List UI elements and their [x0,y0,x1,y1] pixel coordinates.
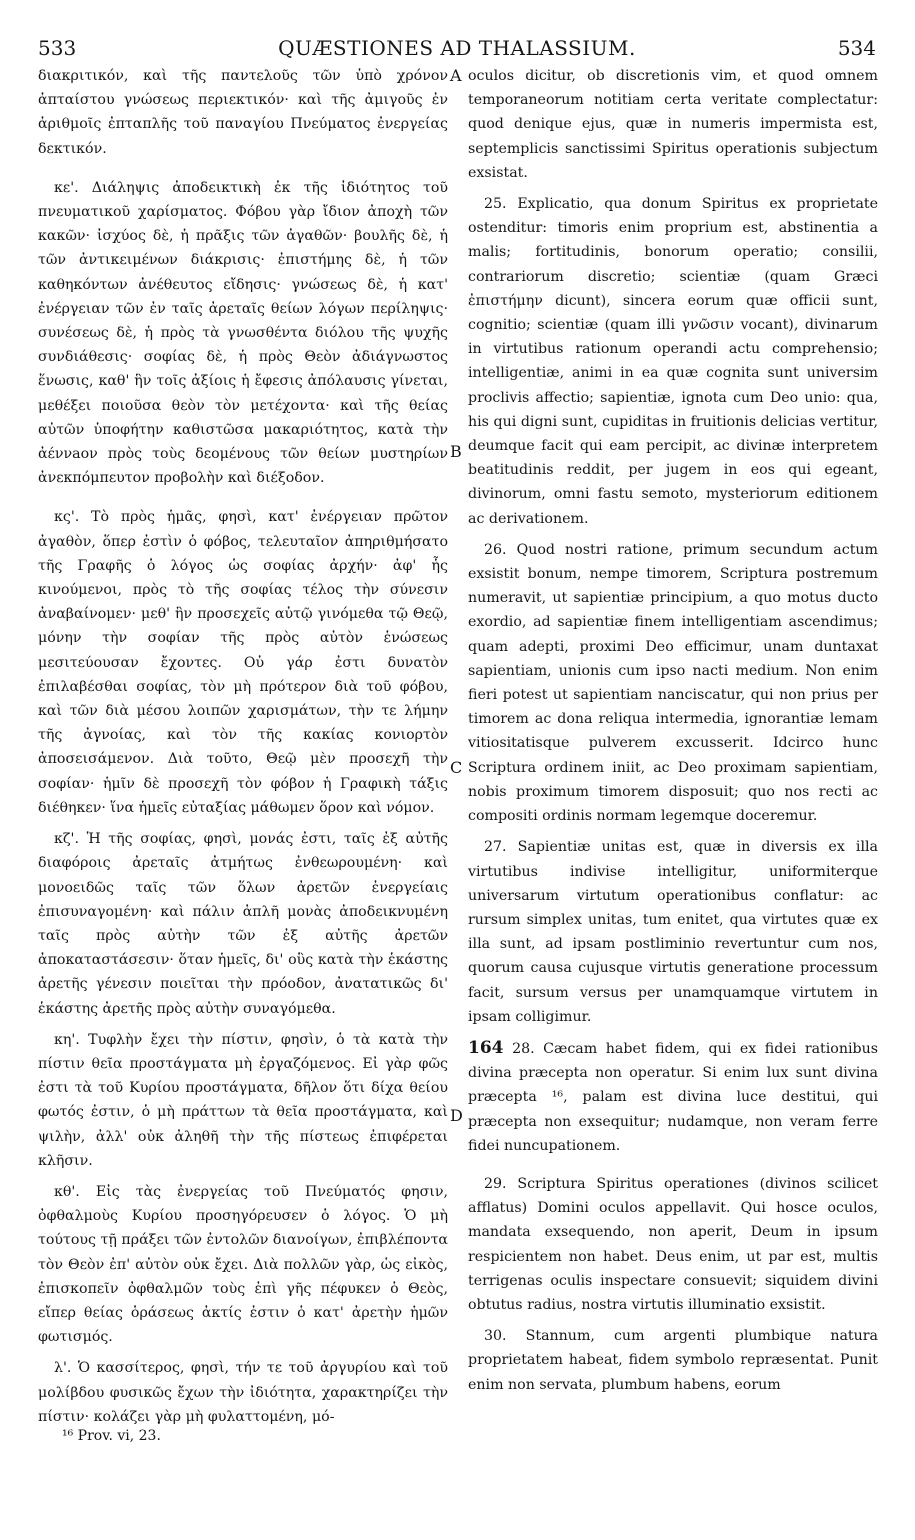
running-title: QUÆSTIONES AD THALASSIUM. [278,36,636,60]
latin-paragraph: oculos dicitur, ob discretionis vim, et quod omnem temporaneorum notitiam certa veritate complectatur: quod denique ejus, quæ in numeris impermista est, septemplicis sanctissimi Spiritus operationis subjectum exsistat. [468,68,878,181]
greek-paragraph: κς'. Τὸ πρὸς ἡμᾶς, φησὶ, κατ' ἐνέργειαν πρῶτον ἀγαθὸν, ὅπερ ἐστὶν ὁ φόβος, τελευταῖον ἀπηριθμήσατο τῆς Γραφῆς ὁ λόγος ὡς σοφίας ἀρχήν· ἀφ' ἧς κινούμενοι, πρὸς τὸ τῆς σοφίας τέλος τὴν σύνεσιν ἀναβαίνομεν· μεθ' ἣν προσεχεῖς αὐτῷ γινόμεθα τῷ Θεῷ, μόνην τὴν σοφίαν τῆς πρὸς αὐτὸν ἑνώσεως μεσιτεύουσαν ἔχοντες. Οὐ γάρ ἐστι δυνατὸν ἐπιλαβέσθαι σοφίας, τὸν μὴ πρότερον διὰ τοῦ φόβου, καὶ τῶν διὰ μέσου λοιπῶν χαρισμάτων, τὴν τε λήμην τῆς ἀγνοίας, καὶ τὸν τῆς κακίας κονιορτὸν ἀποσεισάμενον. Διὰ τοῦτο, Θεῷ μὲν προσεχῆ τὴν σοφίαν· ἡμῖν δὲ προσεχῆ τὸν φόβον ἡ Γραφικὴ τάξις διέθηκεν· ἵνα ἡμεῖς εὐταξίας μάθωμεν ὅρον καὶ νόμον. [38,509,448,816]
margin-letter-d: D [450,1106,463,1125]
page-number-right: 534 [837,36,876,60]
greek-paragraph: λ'. Ὁ κασσίτερος, φησὶ, τήν τε τοῦ ἀργυρίου καὶ τοῦ μολίβδου φυσικῶς ἔχων τὴν ἰδιότητα, χαρακτηρίζει τὴν πίστιν· κολάζει γὰρ μὴ φυλαττομένη, μό- [38,1360,448,1425]
greek-paragraph: κζ'. Ἡ τῆς σοφίας, φησὶ, μονάς ἐστι, ταῖς ἐξ αὐτῆς διαφόροις ἀρεταῖς ἀτμήτως ἐνθεωρουμένη· καὶ μονοειδῶς ταῖς τῶν ὅλων ἀρετῶν ἐνεργείαις ἐπισυναγομένη· καὶ πάλιν ἁπλῆ μονὰς ἀποδεικνυμένη ταῖς πρὸς αὐτὴν τῶν ἐξ αὐτῆς ἀρετῶν ἀποκαταστάσεσιν· ὅταν ἡμεῖς, δι' οὓς κατὰ τὴν ἑκάστης ἀρετῆς γένεσιν ποιεῖται τὴν πρόοδον, ἀνατατικῶς δι' ἑκάστης ἀρετῆς πρὸς αὐτὴν συναγόμεθα. [38,831,448,1017]
latin-paragraph: 29. Scriptura Spiritus operationes (divinos scilicet afflatus) Domini oculos appellavit. Qui hosce oculos, mandata exsequendo, non aperit, Deum in ipsum respicientem non habet. Deus enim, ut par est, multis terrigenas oculis inspectare consuevit; siquidem divini obtutus radius, nostra virtutis illuminatio exsistit. [468,1175,878,1313]
greek-paragraph: κε'. Διάληψις ἀποδεικτικὴ ἐκ τῆς ἰδιότητος τοῦ πνευματικοῦ χαρίσματος. Φόβου γὰρ ἴδιον ἀποχὴ τῶν κακῶν· ἰσχύος δὲ, ἡ πρᾶξις τῶν ἀγαθῶν· βουλῆς δὲ, ἡ τῶν ἀντικειμένων διάκρισις· ἐπιστήμης δὲ, ἡ τῶν καθηκόντων ἀνέθευτος εἴδησις· γνώσεως δὲ, ἡ κατ' ἐνέργειαν τῶν ἐν ταῖς ἀρεταῖς θείων λόγων περίληψις· συνέσεως δὲ, ἡ πρὸς τὰ γνωσθέντα διόλου τῆς ψυχῆς συνδιάθεσις· σοφίας δὲ, ἡ πρὸς Θεὸν ἀδιάγνωστος ἕνωσις, καθ' ἣν τοῖς ἀξίοις ἡ ἔφεσις ἀπόλαυσις γίνεται, μεθέξει ποιοῦσα θεὸν τὸν μετέχοντα· καὶ τῆς θείας αὐτῶν ὑποφήτην καθιστῶσα μακαριότητος, κατὰ τὴν ἀέννaον πρὸς τοὺς δεομένους τῶν θείων μυστηρίων ἀνεκπόμπευτον προβολὴν καὶ διέξοδον. [38,179,448,487]
greek-paragraph: διακριτικόν, καὶ τῆς παντελοῦς τῶν ὑπὸ χρόνον ἀπταίστου γνώσεως περιεκτικόν· καὶ τῆς ἀμιγοῦς ἐν ἀριθμοῖς ἐπταπλῆς τοῦ παναγίου Πνεύματος ἐνεργείας δεκτικόν. [38,68,448,157]
page-number-left: 533 [38,36,77,60]
greek-paragraph: κη'. Τυφλὴν ἔχει τὴν πίστιν, φησὶν, ὁ τὰ κατὰ τὴν πίστιν θεῖα προστάγματα μὴ ἐργαζόμενος. Εἰ γὰρ φῶς ἐστι τὰ τοῦ Κυρίου προστάγματα, δῆλον ὅτι δίχα θείου φωτός ἐστιν, ὁ μὴ πράττων τὰ θεῖα προστάγματα, καὶ ψιλὴν, ἀλλ' οὐκ ἀληθῆ τὴν τῆς πίστεως ἐπιφέρεται κλῆσιν. [38,1031,448,1169]
page-header [38,36,876,64]
latin-column [468,64,878,1404]
latin-paragraph: 27. Sapientiæ unitas est, quæ in diversis ex illa virtutibus indivise intelligitur, uniformiterque universarum virtutum operationibus conflatur: ac rursum simplex unitas, tum enitet, qua virtutes quæ ex illa sunt, ad ipsam postliminio revertuntur cum nos, quorum causa cujusque virtutis generatione processum facit, sursum versus per unamquamque virtutem in ipsam colligimur. [468,839,878,1025]
latin-paragraph: 30. Stannum, cum argenti plumbique natura proprietatem habeat, fidem symbolo repræsentat. Punit enim non servata, plumbum habens, eorum [468,1328,878,1393]
latin-paragraph-text: 28. Cæcam habet fidem, qui ex fidei rationibus divina præcepta non operatur. Si enim lux sunt divina præcepta ¹⁶, palam est divina luce destitui, qui præcepta non exsequitur; nudamque, non veram ferre fidei nuncupationem. [468,1040,879,1154]
latin-paragraph [468,1036,878,1158]
greek-column [38,64,448,1436]
margin-letter-b: B [450,442,462,461]
latin-paragraph: 26. Quod nostri ratione, primum secundum actum exsistit bonum, nempe timorem, Scriptura postremum numeravit, ut sapientiæ principium, a quo motus ducto exordio, ad sapientiæ finem intelligentiam ascendimus; quam adepti, proximi Deo efficimur, unam duntaxat sapientiam, unionis cum ipso nacti medium. Non enim fieri potest ut sapientiam nanciscatur, qui non prius per timorem ac dona reliqua intermedia, ignorantiæ lemam vitiositatisque pulverem excusserit. Idcirco hunc Scriptura ordinem iniit, ac Deo proximam sapientiam, nobis proximum timorem disposuit; quo nos recti ac compositi ordinis normam legemque doceremur. [468,541,878,825]
migne-column-number: 164 [468,1037,504,1058]
footnote: ¹⁶ Prov. vi, 23. [62,1428,161,1444]
margin-letter-a: A [450,66,462,85]
latin-paragraph: 25. Explicatio, qua donum Spiritus ex proprietate ostenditur: timoris enim proprium est, abstinentia a malis; fortitudinis, bonorum operatio; consilii, contrariorum discretio; scientiæ (quam Græci ἐπιστήμην dicunt), sincera eorum quæ officii sunt, cognitio; scientiæ (quam illi γνῶσιν vocant), divinarum in virtutibus rationum operandi actu comprehensio; intelligentiæ, animi in ea quæ cognita sunt universim proclivis affectio; sapientiæ, ignota cum Deo unio: qua, his qui digni sunt, cupiditas in fruitionis delicias vertitur, deumque facit qui eam percipit, ac divinæ interpretem beatitudinis reddit, per jugem in eos qui egeant, divinorum, omni fastu semoto, mysteriorum editionem ac derivationem. [468,196,878,527]
greek-paragraph: κθ'. Εἰς τὰς ἐνεργείας τοῦ Πνεύματός φησιν, ὀφθαλμοὺς Κυρίου προσηγόρευσεν ὁ λόγος. Ὁ μὴ τούτους τῇ πράξει τῶν ἐντολῶν διανοίγων, ἐπιβλέποντα τὸν Θεὸν ἐπ' αὐτὸν οὐκ ἔχει. Διὰ πολλῶν γὰρ, ὡς εἰκὸς, ἐπισκοπεῖν ὀφθαλμῶν τοὺς ἐπὶ γῆς πέφυκεν ὁ Θεὸς, εἴπερ θείας ὁράσεως ἀκτίς ἐστιν ὁ κατ' ἀρετὴν ἡμῶν φωτισμός. [38,1183,448,1346]
margin-letter-c: C [450,758,463,777]
